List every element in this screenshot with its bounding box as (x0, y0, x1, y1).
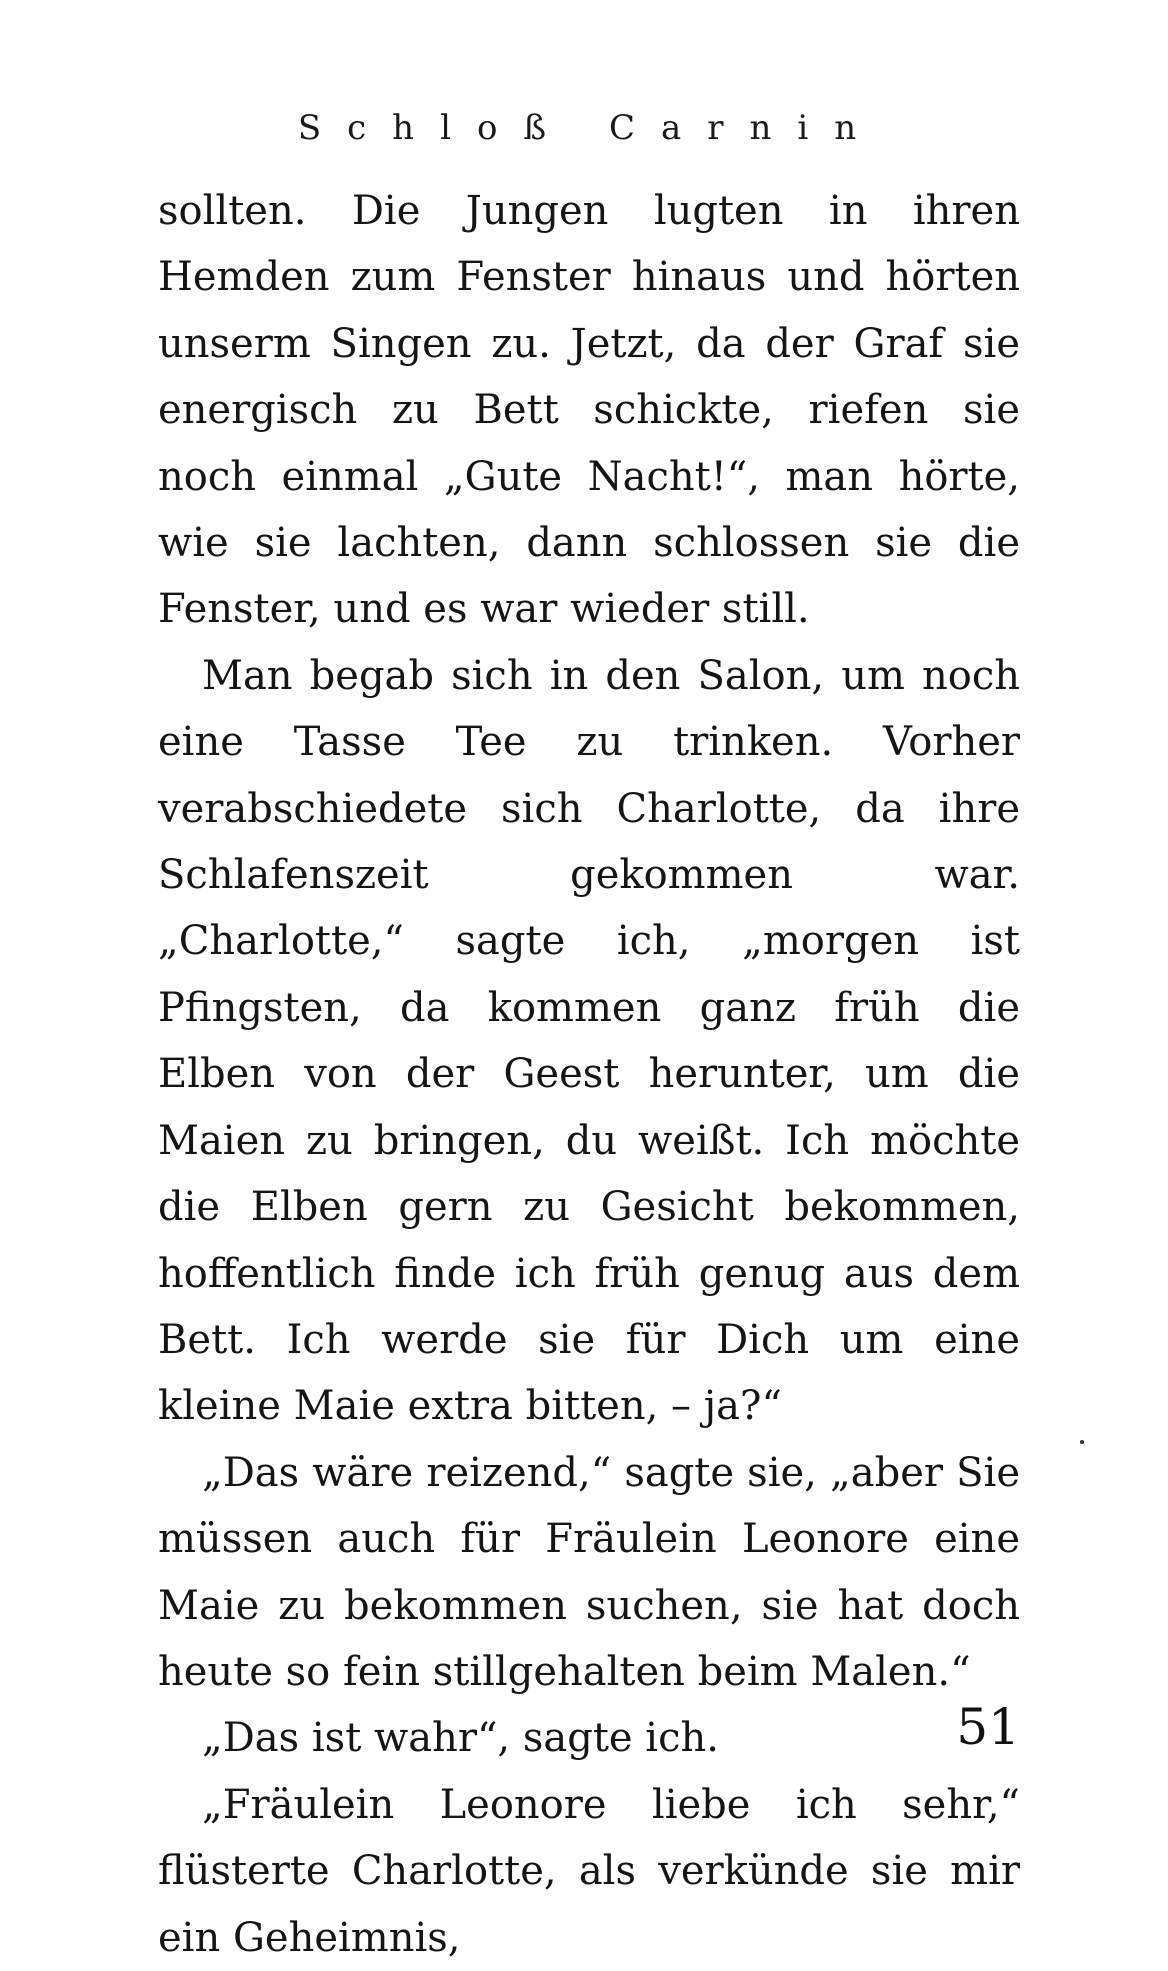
paragraph-1: sollten. Die Jungen lugten in ihren Hemden zum Fenster hinaus und hörten unserm Singen zu. Jetzt, da der Graf sie energisch zu Bett schickte, riefen sie noch einmal „Gute Nacht!“, man hörte, wie sie lachten, dann schlossen sie die Fenster, und es war wieder still. (158, 188, 1020, 633)
print-speck (1080, 1440, 1084, 1444)
paragraph-2: Man begab sich in den Salon, um noch eine Tasse Tee zu trinken. Vorher verabschiedete sich Charlotte, da ihre Schlafenszeit gekommen war. „Charlotte,“ sagte ich, „morgen ist Pfingsten, da kommen ganz früh die Elben von der Geest herunter, um die Maien zu bringen, du weißt. Ich möchte die Elben gern zu Gesicht bekommen, hoffentlich finde ich früh genug aus dem Bett. Ich werde sie für Dich um eine kleine Maie extra bitten, – ja?“ (158, 652, 1020, 1430)
paragraph-4: „Das ist wahr“, sagte ich. (202, 1715, 719, 1762)
paragraph-5: „Fräulein Leonore liebe ich sehr,“ flüsterte Charlotte, als verkünde sie mir ein Geheimnis, (158, 1781, 1020, 1961)
page-number: 51 (956, 1698, 1020, 1756)
running-head: Schloß Carnin (297, 108, 883, 148)
paragraph-3: „Das wäre reizend,“ sagte sie, „aber Sie müssen auch für Fräulein Leonore eine Maie zu bekommen suchen, sie hat doch heute so fein stillgehalten beim Malen.“ (158, 1449, 1020, 1695)
body-text (158, 178, 1020, 1971)
